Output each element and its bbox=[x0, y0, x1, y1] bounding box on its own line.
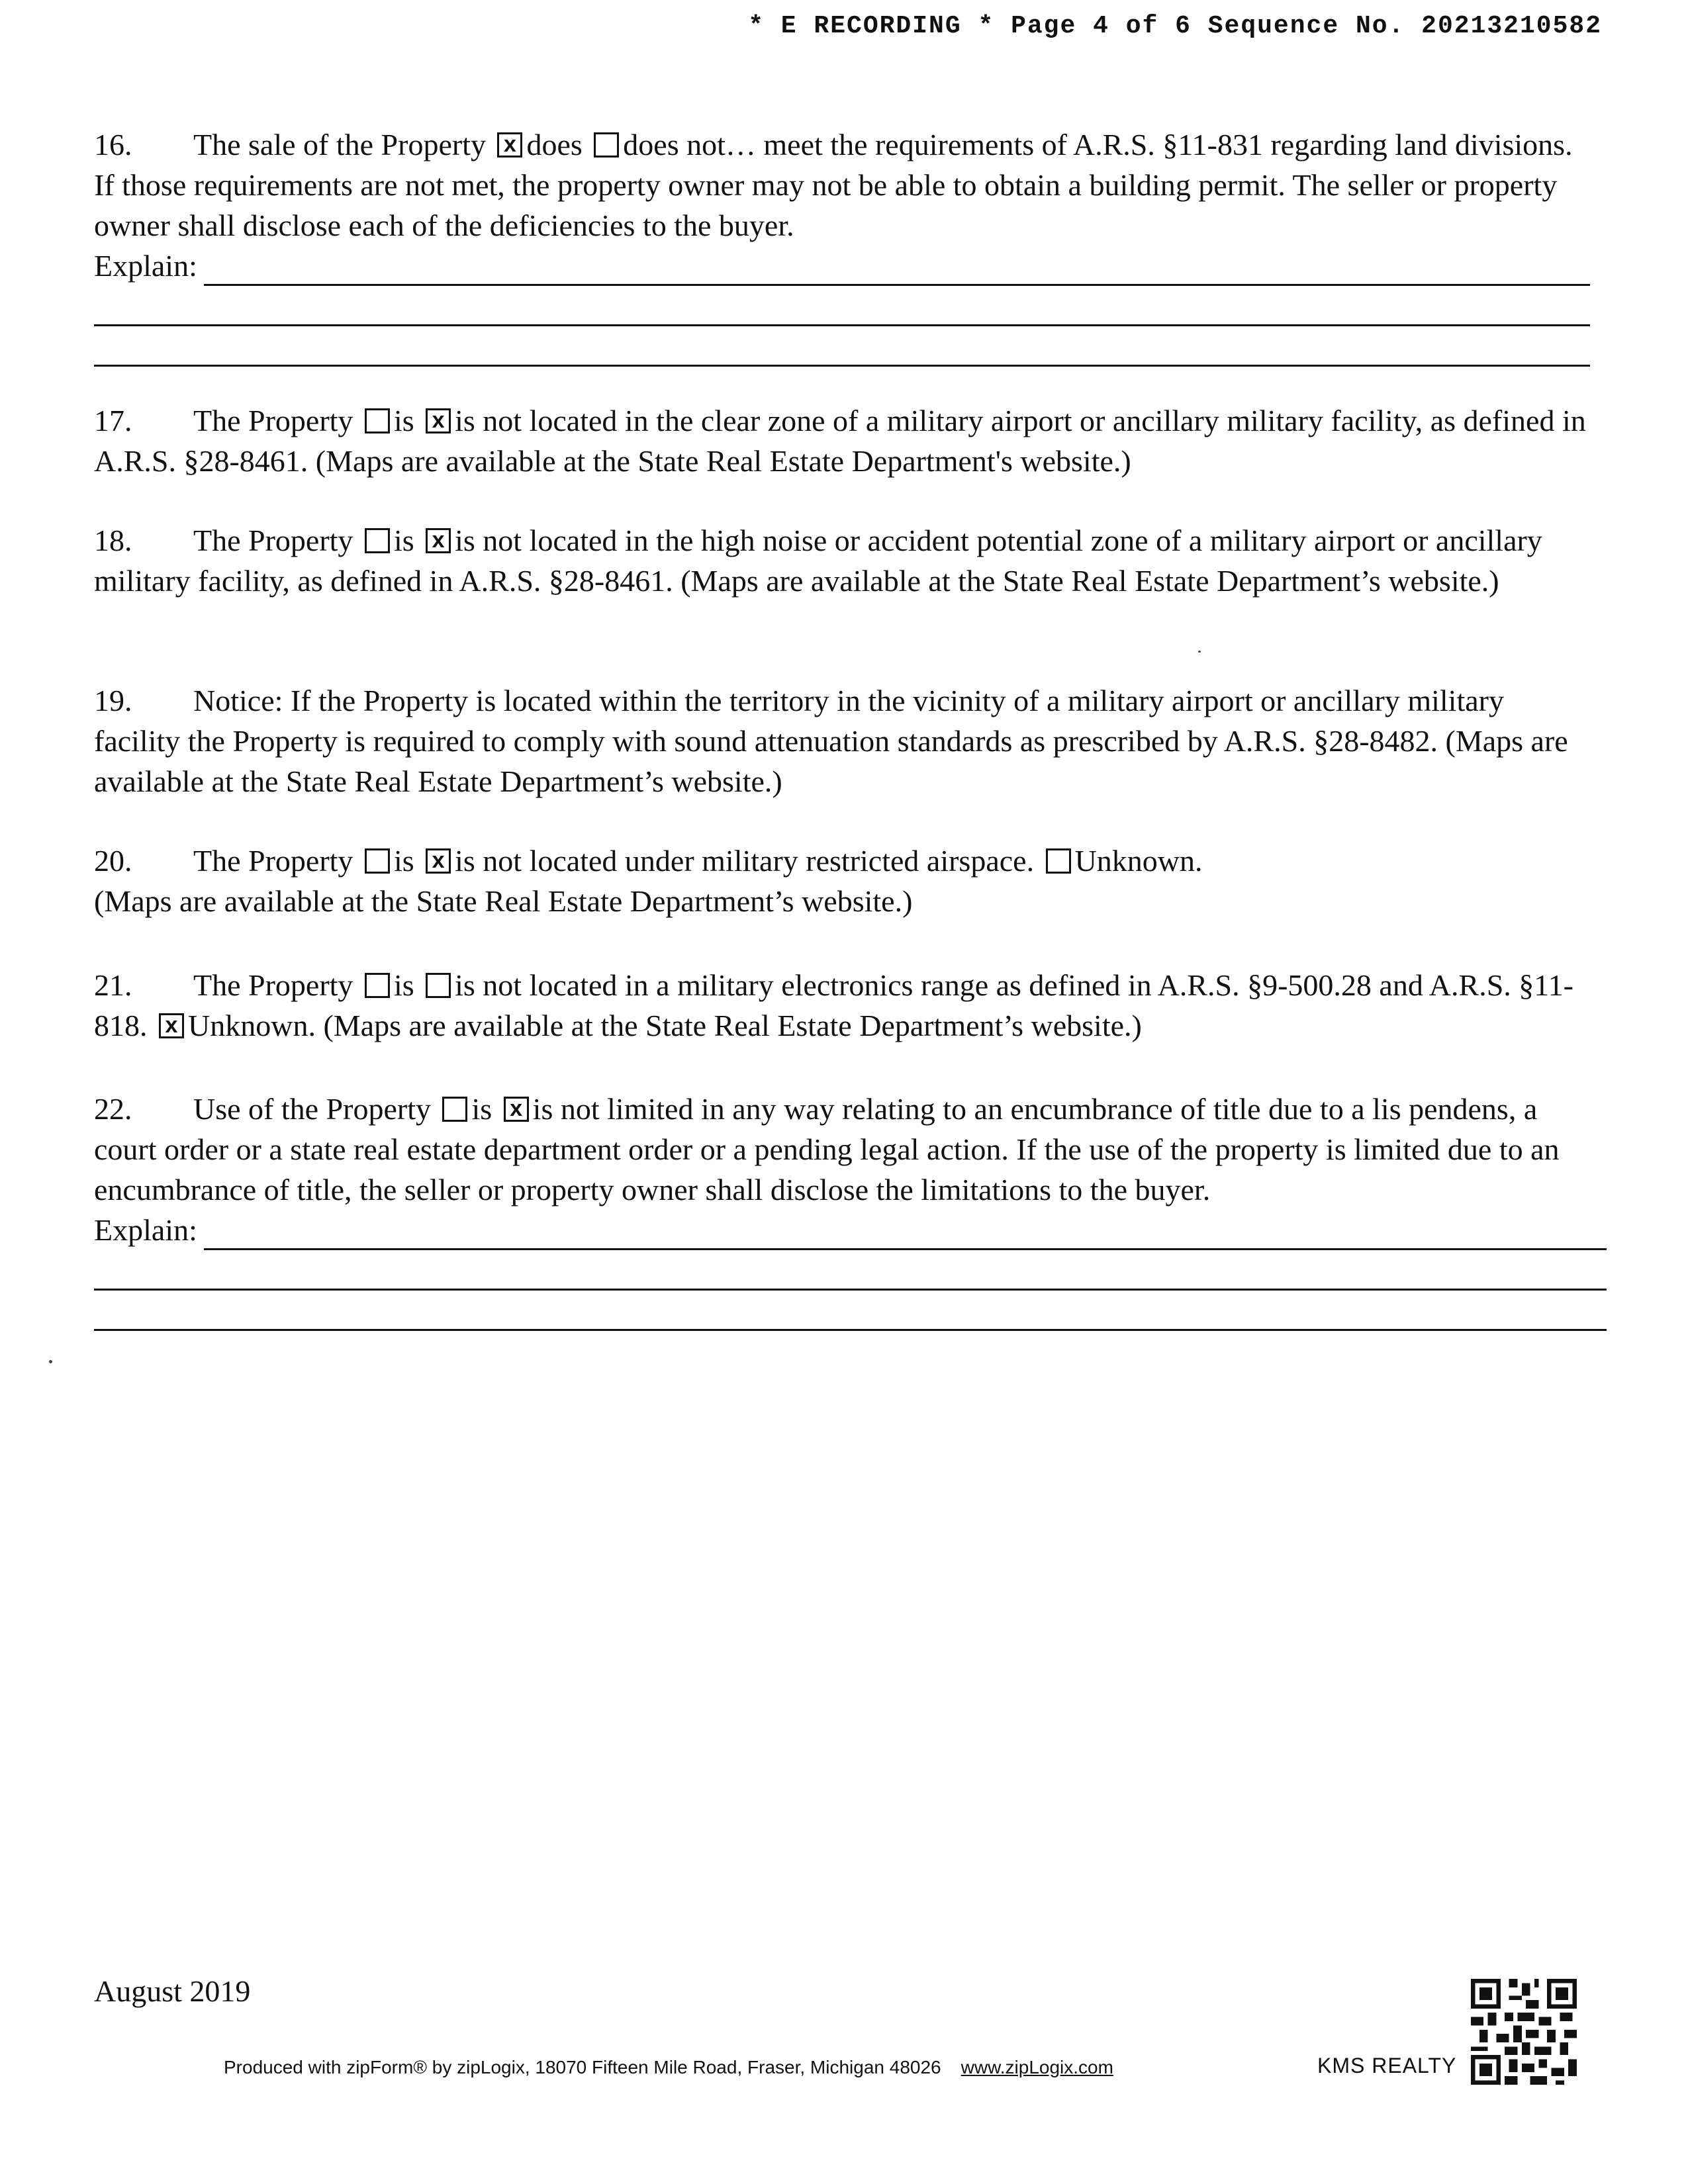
is-not-checkbox[interactable] bbox=[504, 1097, 529, 1122]
is-checkbox[interactable] bbox=[365, 848, 390, 874]
option-label: is not located in the high noise or accident potential zone of a military airport or ancillary military facility, as defined in A.R.S. §28-8461. (Maps are available at the State Real Estate Department’s website.) bbox=[94, 523, 1542, 598]
option-label: Unknown. bbox=[1074, 844, 1203, 878]
item-number: 16. bbox=[94, 128, 132, 161]
explain-row bbox=[94, 1210, 1607, 1250]
explain-input-line[interactable] bbox=[94, 326, 1590, 367]
brokerage-name: KMS REALTY bbox=[1317, 2054, 1457, 2077]
option-label: Unknown. (Maps are available at the State Real Estate Department’s website.) bbox=[188, 1009, 1142, 1042]
scan-speck bbox=[49, 1360, 52, 1363]
item-text: The Property bbox=[193, 968, 353, 1002]
is-not-checkbox[interactable] bbox=[426, 528, 451, 553]
item-text: The Property bbox=[193, 404, 353, 437]
item-21 bbox=[94, 965, 1590, 1046]
explain-row bbox=[94, 246, 1590, 286]
unknown-checkbox[interactable] bbox=[159, 1013, 184, 1038]
item-number: 20. bbox=[94, 844, 132, 878]
item-17 bbox=[94, 400, 1590, 481]
is-not-checkbox[interactable] bbox=[426, 408, 451, 433]
item-18 bbox=[94, 520, 1590, 601]
recording-header: * E RECORDING * Page 4 of 6 Sequence No. 20213210582 bbox=[748, 12, 1602, 40]
item-number: 19. bbox=[94, 684, 132, 717]
explain-input-line[interactable] bbox=[94, 1250, 1607, 1291]
item-16 bbox=[94, 124, 1590, 367]
explain-label: Explain: bbox=[94, 249, 197, 283]
is-checkbox[interactable] bbox=[365, 408, 390, 433]
item-text: Use of the Property bbox=[193, 1092, 431, 1126]
option-label: is bbox=[393, 523, 414, 557]
producer-link[interactable]: www.zipLogix.com bbox=[961, 2057, 1113, 2077]
item-text: (Maps are available at the State Real Estate Department’s website.) bbox=[94, 884, 913, 918]
explain-input-line[interactable] bbox=[94, 1291, 1607, 1331]
item-text: The Property bbox=[193, 523, 353, 557]
item-22 bbox=[94, 1089, 1607, 1331]
item-text: The Property bbox=[193, 844, 353, 878]
item-number: 17. bbox=[94, 404, 132, 437]
is-not-checkbox[interactable] bbox=[426, 973, 451, 998]
item-number: 21. bbox=[94, 968, 132, 1002]
explain-input-line[interactable] bbox=[204, 253, 1590, 286]
qr-code-icon bbox=[1471, 1979, 1577, 2085]
item-number: 18. bbox=[94, 523, 132, 557]
option-label: is not limited in any way relating to an encumbrance of title due to a lis pendens, a court order or a state real estate department order or a pending legal action. If the use of the property is limited due to an encumbrance of title, the seller or property owner shall disclose the limitations to the buyer. bbox=[94, 1092, 1560, 1206]
option-label: does bbox=[526, 128, 583, 161]
option-label: is not located under military restricted airspace. bbox=[455, 844, 1035, 878]
form-date: August 2019 bbox=[94, 1974, 251, 2008]
option-label: does not… meet the requirements of A.R.S. §11-831 regarding land divisions. If those requirements are not met, the property owner may not be able to obtain a building permit. The seller or property owner shall disclose each of the deficiencies to the buyer. bbox=[94, 128, 1573, 242]
option-label: is not located in a military electronics range as defined in A.R.S. §9-500.28 and A.R.S. §11-818. bbox=[94, 968, 1573, 1042]
option-label: is bbox=[393, 844, 414, 878]
item-20 bbox=[94, 841, 1590, 921]
item-number: 22. bbox=[94, 1092, 132, 1126]
does-not-checkbox[interactable] bbox=[594, 132, 619, 158]
producer-line bbox=[224, 2057, 1113, 2078]
option-label: is bbox=[471, 1092, 492, 1126]
option-label: is bbox=[393, 968, 414, 1002]
is-not-checkbox[interactable] bbox=[426, 848, 451, 874]
explain-input-line[interactable] bbox=[94, 286, 1590, 326]
does-checkbox[interactable] bbox=[497, 132, 522, 158]
is-checkbox[interactable] bbox=[365, 973, 390, 998]
explain-label: Explain: bbox=[94, 1213, 197, 1247]
explain-input-line[interactable] bbox=[204, 1218, 1607, 1250]
producer-text: Produced with zipForm® by zipLogix, 18070 Fifteen Mile Road, Fraser, Michigan 48026 bbox=[224, 2057, 941, 2077]
item-19 bbox=[94, 680, 1590, 801]
item-text: Notice: If the Property is located within the territory in the vicinity of a military airport or ancillary military facility the Property is required to comply with sound attenuation standards as prescribed by A.R.S. §28-8482. (Maps are available at the State Real Estate Department’s website.) bbox=[94, 684, 1568, 798]
is-checkbox[interactable] bbox=[442, 1097, 467, 1122]
item-text: The sale of the Property bbox=[193, 128, 486, 161]
option-label: is not located in the clear zone of a military airport or ancillary military facility, as defined in A.R.S. §28-8461. (Maps are available at the State Real Estate Department's website.) bbox=[94, 404, 1586, 478]
unknown-checkbox[interactable] bbox=[1046, 848, 1071, 874]
scan-speck bbox=[1198, 651, 1201, 653]
option-label: is bbox=[393, 404, 414, 437]
is-checkbox[interactable] bbox=[365, 528, 390, 553]
